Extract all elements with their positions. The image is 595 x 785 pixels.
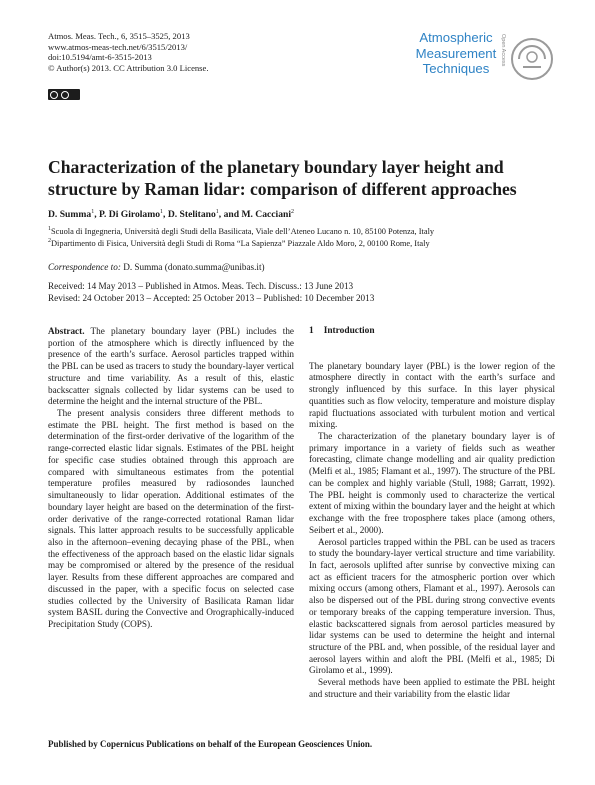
citation-line: Atmos. Meas. Tech., 6, 3515–3525, 2013 (48, 31, 190, 41)
correspondence-label: Correspondence to: (48, 262, 121, 272)
abstract-label: Abstract. (48, 326, 85, 336)
affiliation-mark: 1 (160, 209, 164, 215)
author-separator: , (94, 209, 99, 221)
license-line: © Author(s) 2013. CC Attribution 3.0 License. (48, 62, 209, 73)
abstract-column (48, 326, 294, 631)
citation-header (48, 31, 209, 73)
journal-line: Measurement (415, 45, 497, 61)
affiliation (48, 236, 558, 249)
affiliation-mark: 1 (215, 209, 219, 215)
section-title: Introduction (323, 326, 375, 336)
publisher-footer: Published by Copernicus Publications on behalf of the European Geosciences Union. (48, 739, 373, 749)
intro-paragraph: The planetary boundary layer (PBL) is the lower region of the atmosphere directly in contact with the earth’s surface and strongly influenced by this surface. In this layer physical quantities such as flow velocity, temperature and moisture display rapid fluctuations associated with turbulent motion and vertical mixing. (309, 360, 555, 430)
section-heading (309, 326, 555, 338)
intro-paragraph: Aerosol particles trapped within the PBL can be used as tracers to study the boundary-layer vertical structure and time variability. In fact, aerosols uplifted after sunrise by convective mixing can act as efficient tracers for the atmospheric portion over which mixing occurs (among others, Flamant et al., 1997). Aerosols can also be dispersed out of the PBL during strong convective events or temporary breaks of the capping temperature inversion. Thus, elastic backscattered signals from aerosol particles measured by lidar systems can be used to determine the height and internal structure of the PBL and, when possible, of the residual layer and aerosol layers within and aloft the PBL (Melfi et al., 1985; Di Girolamo et al., 1999). (309, 536, 555, 676)
revised-line: Revised: 24 October 2013 – Accepted: 25 October 2013 – Published: 10 December 2013 (48, 293, 375, 303)
open-access-label: Open Access (500, 34, 506, 67)
intro-paragraph: Several methods have been applied to estimate the PBL height and structure and their variability from the elastic lidar (309, 677, 555, 699)
journal-line: Atmospheric (419, 30, 493, 45)
cc-by-icon[interactable] (48, 89, 80, 100)
affiliation-number: 1 (48, 226, 51, 232)
author-separator: , (163, 209, 168, 221)
affiliation-mark: 2 (291, 209, 295, 215)
doi-link[interactable]: doi:10.5194/amt-6-3515-2013 (48, 52, 152, 63)
affiliation-number: 2 (48, 238, 51, 244)
abstract-text: The planetary boundary layer (PBL) includes the portion of the atmosphere which is directly influenced by the presence of the earth’s surface. Aerosol particles trapped within the PBL can be used as tracers to study the boundary-layer vertical structure and time variability. As a result of this, elastic backscatter signals collected by lidar systems can be used to determine the height and the internal structure of the PBL. (48, 326, 294, 407)
intro-paragraph: The characterization of the planetary boundary layer is of primary importance in a variety of fields such as weather forecasting, climate change modelling and air quality prediction (Melfi et al., 1985; Flamant et al., 1997). The structure of the PBL can be complex and highly variable (Stull, 1988; Garratt, 1992). The PBL height is commonly used to characterize the vertical extent of mixing within the boundary layer and the height at which exchange with the free troposphere takes place (among others, Seibert et al., 2000). (309, 431, 555, 535)
affiliation-mark: 1 (91, 209, 95, 215)
affiliation-text: Scuola di Ingegneria, Università degli Studi della Basilicata, Viale dell’Ateneo Lucano n. 10, 85100 Potenza, Italy (51, 226, 435, 236)
journal-url-link[interactable]: www.atmos-meas-tech.net/6/3515/2013/ (48, 41, 188, 52)
paper-title: Characterization of the planetary boundary layer height and structure by Raman lidar: comparison of different approaches (48, 157, 517, 199)
journal-name (412, 30, 500, 77)
author-name: P. Di Girolamo (98, 209, 161, 221)
section-number: 1 (309, 326, 314, 336)
abstract-paragraph: The present analysis considers three different methods to estimate the PBL height. The first method is based on the determination of the first-order derivative of the logarithm of the range-corrected elastic lidar signals. Estimates of the PBL height for specific case studies obtained through this approach are compared with simultaneous estimates from the potential temperature profiles measured by radiosondes launched simultaneously to lidar operation. Additional estimates of the boundary layer height are based on the determination of the first-order derivative of the range-corrected rotational Raman lidar signals. This latter approach results to be successfully applicable also in the afternoon–evening decaying phase of the PBL, when the effectiveness of the approach based on the elastic lidar signals may be compromised or altered by the presence of the residual layer. Results from these different approaches are compared and discussed in the paper, with a specific focus on selected case studies collected by the University of Basilicata Raman lidar system BASIL during the Convective and Orographically-induced Precipitation Study (COPS). (48, 408, 294, 629)
egu-logo-icon (510, 37, 554, 81)
abstract-paragraph (48, 326, 294, 408)
author-name: D. Summa (48, 209, 92, 221)
publication-dates (48, 280, 374, 304)
journal-line: Techniques (422, 61, 490, 77)
correspondence (48, 262, 265, 272)
author-name: M. Cacciani (241, 209, 292, 221)
affiliation-text: Dipartimento di Fisica, Università degli Studi di Roma “La Sapienza” Piazzale Aldo Moro, 2, 00100 Rome, Italy (51, 238, 430, 248)
author-separator: , and (218, 209, 242, 221)
author-name: D. Stelitano (167, 209, 216, 221)
author-list (48, 209, 548, 220)
affiliation (48, 224, 558, 237)
introduction-column (309, 326, 555, 701)
correspondence-email-link[interactable]: D. Summa (donato.summa@unibas.it) (123, 262, 265, 272)
received-line: Received: 14 May 2013 – Published in Atmos. Meas. Tech. Discuss.: 13 June 2013 (48, 281, 354, 291)
